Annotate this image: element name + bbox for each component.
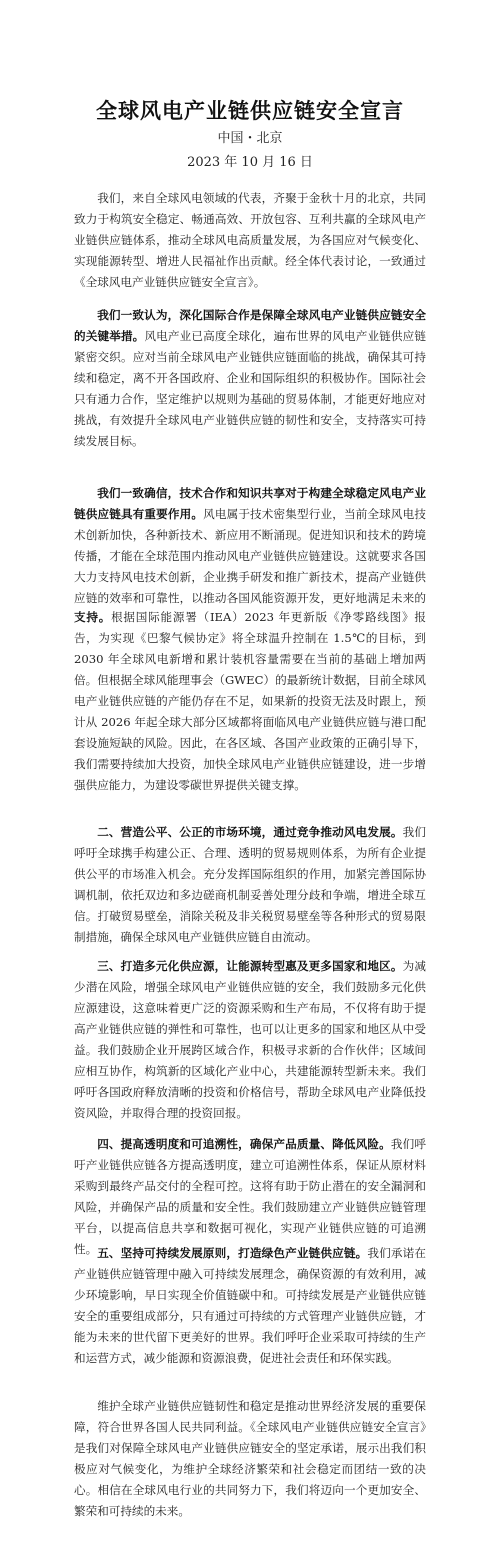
paragraph-conclusion: 维护全球产业链供应链韧性和稳定是推动世界经济发展的重要保障，符合世界各国人民共同利益。《全球风电产业链供应链安全宣言》是我们对保障全球风电产业链供应链安全的坚定承诺，展示出我们积极应对气候变化，为维护全球经济繁荣和社会稳定而团结一致的决心。相信在全球风电行业的共同努力下，我们将迈向一个更加安全、繁荣和可持续的未来。 [74,1399,426,1518]
document-date: 2023 年 10 月 16 日 [187,155,313,170]
paragraph-text: 我们承诺在产业链供应链管理中融入可持续发展理念，确保资源的有效利用，减少环境影响，早日实现全价值链碳中和。可持续发展是产业链供应链安全的重要组成部分，只有通过可持续的方式管理产业链供应链，才能为未来的世代留下更美好的世界。我们呼吁企业采取可持续的生产和运营方式，减少能源和资源浪费，促进社会责任和环保实践。 [74,1246,426,1365]
paragraph-international-cooperation [74,305,426,452]
paragraph-text: 我们呼吁产业链供应链各方提高透明度，建立可追溯性体系，保证从原材料采购到最终产品交付的全程可控。这将有助于防止潜在的安全漏洞和风险，并确保产品的质量和安全性。我们鼓励建立产业链供应链管理平台，以提高信息共享和数据可视化，实现产业链供应链的可追溯性。 [74,1137,426,1256]
paragraph-text: 风电属于技术密集型行业，当前全球风电技术创新加快，各种新技术、新应用不断涌现。促进知识和技术的跨境传播，才能在全球范围内推动风电产业链供应链建设。这就要求各国大力支持风电技术创新，企业携手研发和推广新技术，提高产业链供应链的效率和可靠性，以推动各国风能资源开发，更好地满足未来的 [74,507,426,605]
paragraph-investment [74,607,426,796]
paragraph-text: 风电产业已高度全球化，遍布世界的风电产业链供应链紧密交织。应对当前全球风电产业链供应链面临的挑战，确保其可持续和稳定，离不开各国政府、企业和国际组织的积极协作。国际社会只有通力合作，坚定维护以规则为基础的贸易体制，才能更好地应对挑战，有效提升全球风电产业链供应链的韧性和安全，支持落实可持续发展目标。 [74,329,426,448]
document-place: 中国・北京 [217,131,283,146]
paragraph-diversified-supply [74,956,426,1124]
paragraph-lead: 支持。 [74,610,112,624]
paragraph-lead: 三、打造多元化供应源，让能源转型惠及更多国家和地区。 [97,959,403,973]
paragraph-lead: 我们一致认为，深化国际合作是保障全球风电产业链供应链安全的关键举措。 [74,308,426,343]
paragraph-text: 我们呼吁全球携手构建公正、合理、透明的贸易规则体系，为所有企业提供公平的市场准入机会。充分发挥国际组织的作用，加紧完善国际协调机制，依托双边和多边磋商机制妥善处理分歧和争端，增进全球互信。打破贸易壁垒，消除关税及非关税贸易壁垒等各种形式的贸易限制措施，确保全球风电产业链供应链自由流动。 [74,825,426,944]
paragraph-lead: 二、营造公平、公正的市场环境，通过竞争推动风电发展。 [97,825,403,839]
paragraph-lead: 我们一致确信，技术合作和知识共享对于构建全球稳定风电产业链供应链具有重要作用。 [74,486,426,521]
document-title: 全球风电产业链供应链安全宣言 [96,99,404,123]
paragraph-lead: 四、提高透明度和可追溯性，确保产品质量、降低风险。 [97,1137,391,1151]
paragraph-fair-market [74,822,426,948]
paragraph-transparency [74,1134,426,1260]
paragraph-technology-cooperation [74,483,426,609]
paragraph-intro: 我们，来自全球风电领域的代表，齐聚于金秋十月的北京，共同致力于构筑安全稳定、畅通高效、开放包容、互利共赢的全球风电产业链供应链体系，推动全球风电高质量发展，为各国应对气候变化、实现能源转型、增进人民福祉作出贡献。经全体代表讨论，一致通过《全球风电产业链供应链安全宣言》。 [74,191,426,289]
paragraph-lead: 五、坚持可持续发展原则，打造绿色产业链供应链。 [97,1246,368,1260]
paragraph-text: 为减少潜在风险，增强全球风电产业链供应链的安全，我们鼓励多元化供应源建设，这意味着更广泛的资源采购和生产布局，不仅将有助于提高产业链供应链的弹性和可靠性，也可以让更多的国家和地区从中受益。我们鼓励企业开展跨区域合作，积极寻求新的合作伙伴；区域间应相互协作，构筑新的区域化产业中心，共建能源转型新未来。我们呼吁各国政府释放清晰的投资和价格信号，帮助全球风电产业降低投资风险，并取得合理的投资回报。 [74,959,426,1120]
paragraph-text: 根据国际能源署（IEA）2023 年更新版《净零路线图》报告，为实现《巴黎气候协定》将全球温升控制在 1.5℃的目标，到 2030 年全球风电新增和累计装机容量需要在当前的基础上增加两倍。但根据全球风能理事会（GWEC）的最新统计数据，目前全球风电产业链供应链的产能仍存在不足，如果新的投资无法及时跟上，预计从 2026 年起全球大部分区域都将面临风电产业链供应链与港口配套设施短缺的风险。因此，在各区域、各国产业政策的正确引导下，我们需要持续加大投资，加快全球风电产业链供应链建设，进一步增强供应能力，为建设零碳世界提供关键支撑。 [74,610,426,792]
paragraph-sustainability [74,1243,426,1369]
